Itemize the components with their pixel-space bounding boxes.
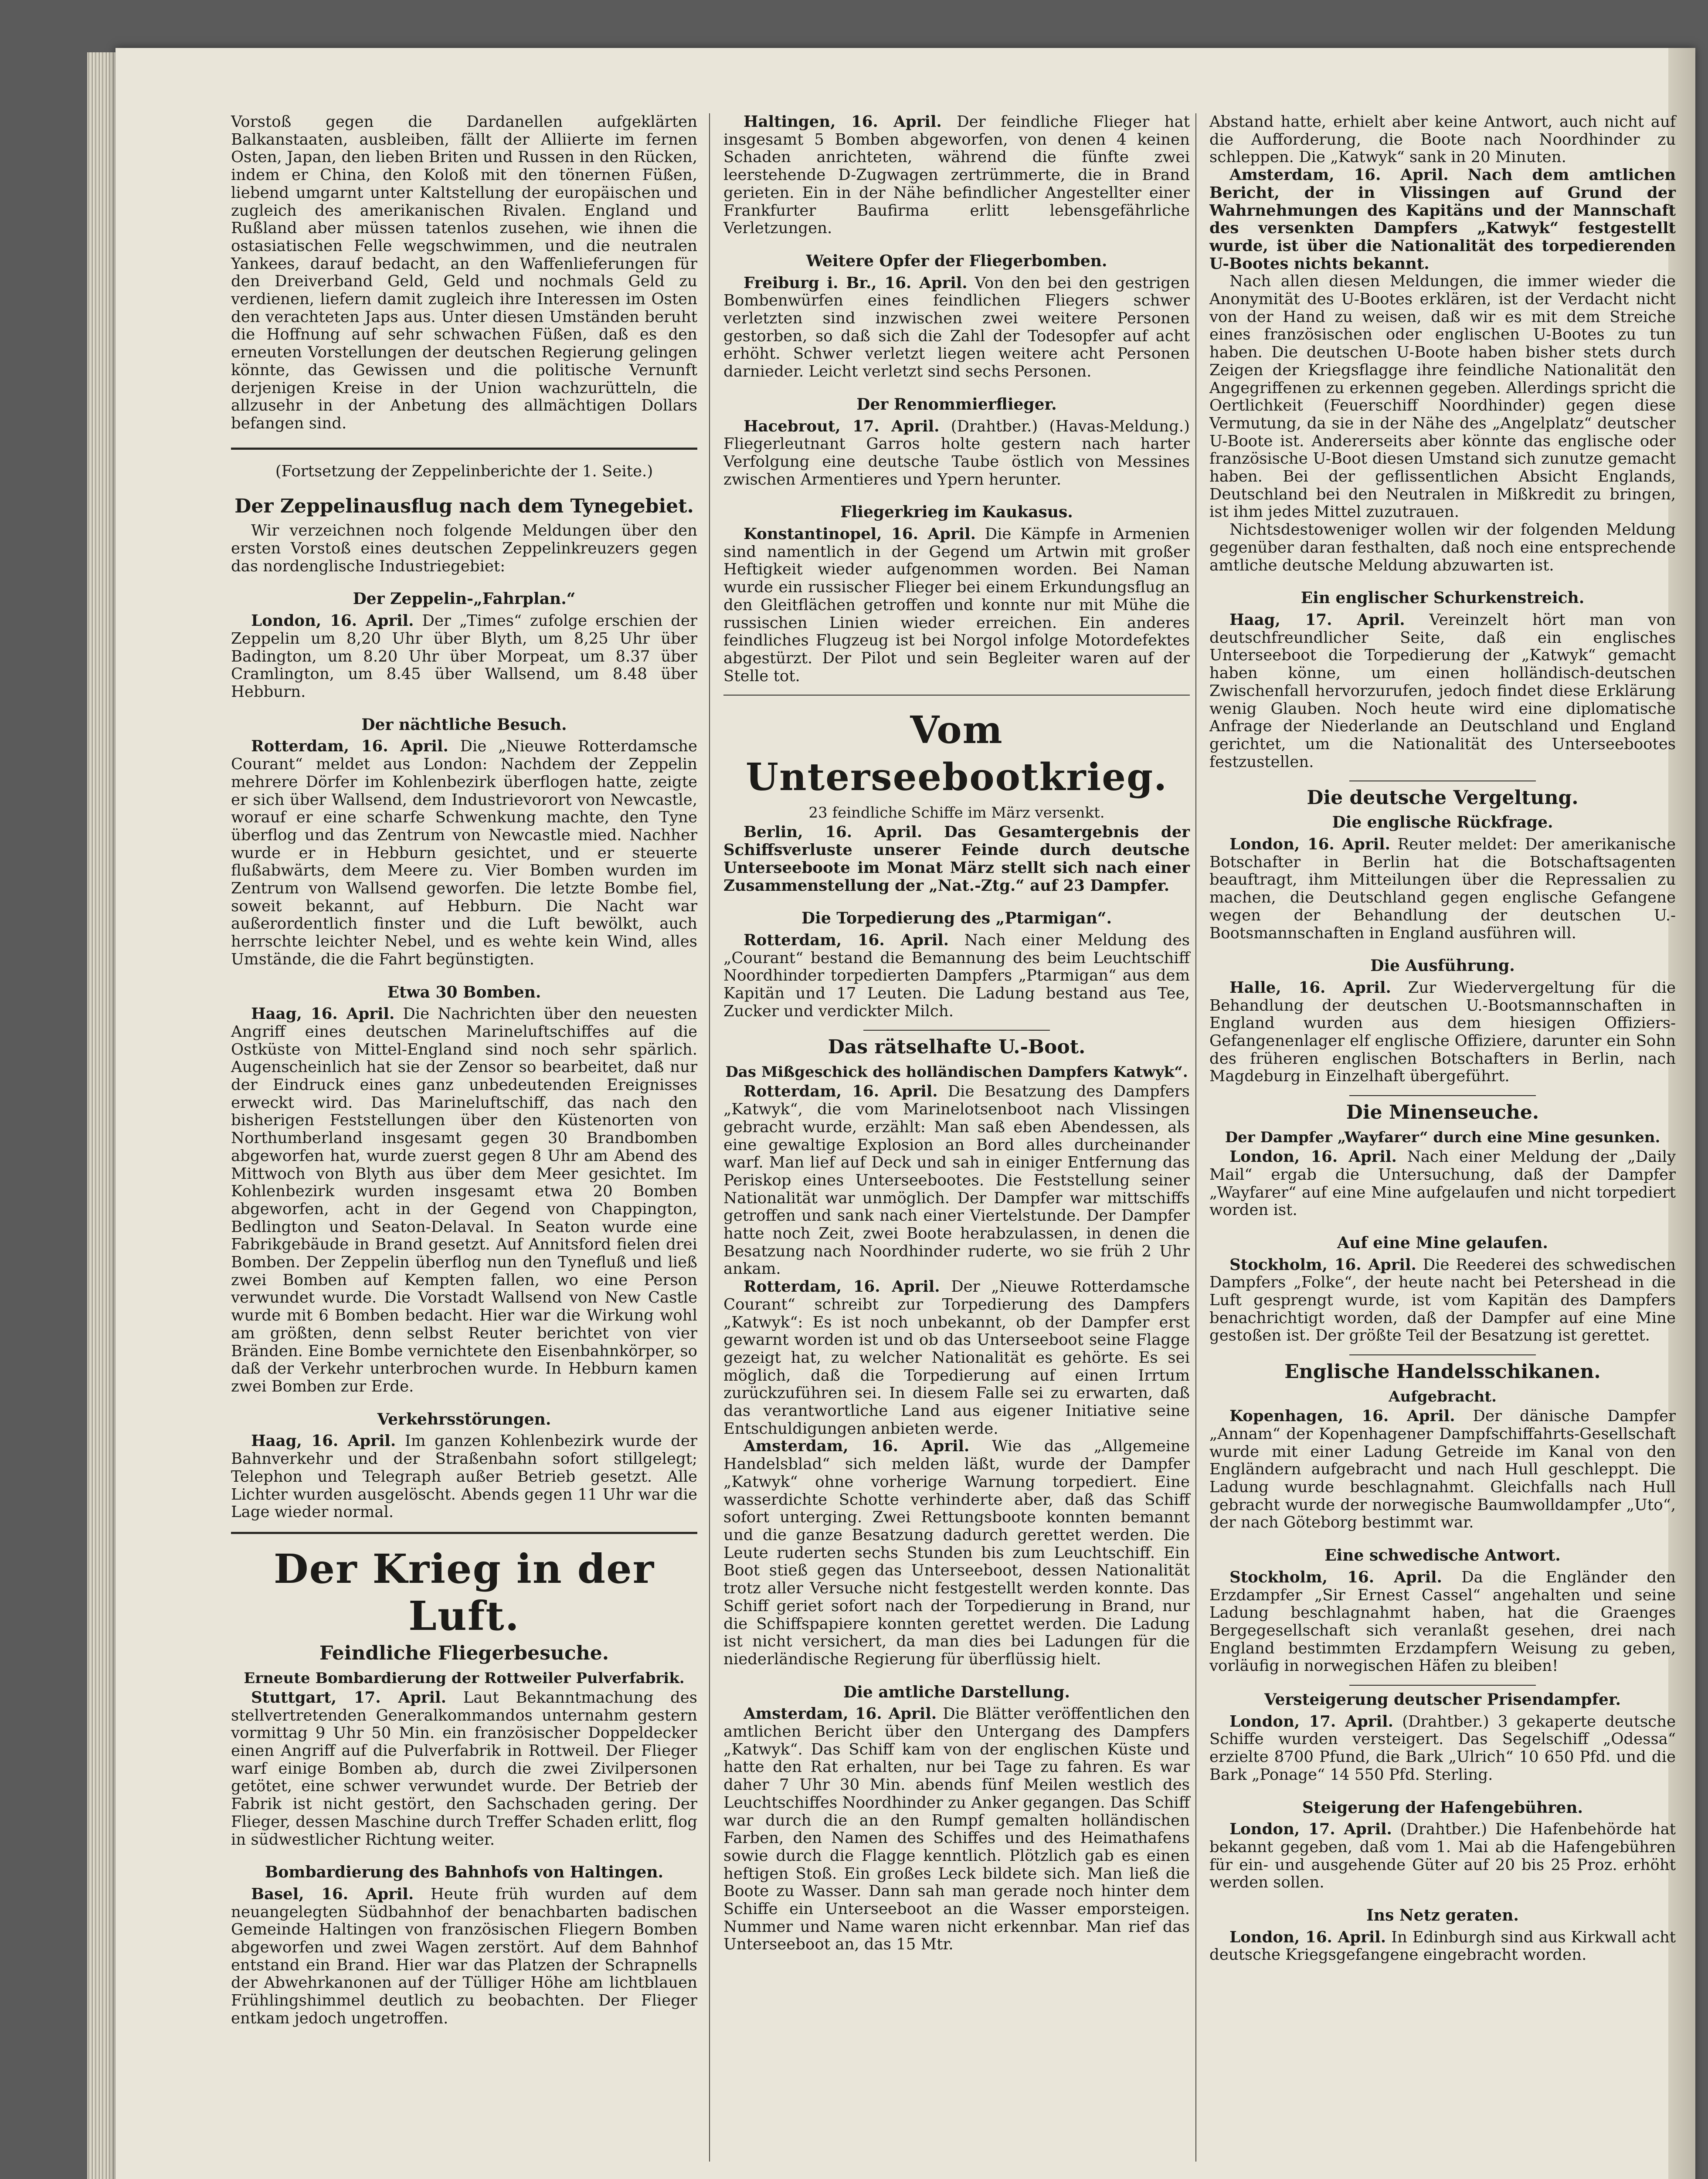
article-text: Das Gesamtergebnis der Schiffsverluste unserer Feinde durch deutsche Unterseeboote im Monat März stellt sich nach einer Zusammenstellung der „Nat.-Ztg.“ auf 23 Dampfer. (723, 823, 1190, 895)
subheading-opfer: Weitere Opfer der Fliegerbomben. (806, 251, 1107, 270)
dateline: Amsterdam, 16. April. (744, 1705, 937, 1723)
article-text: Der „Times“ zufolge erschien der Zeppelin um 8,20 Uhr über Blyth, um 8,25 Uhr über Badington, um 8.20 Uhr über Morpeat, um 8.37 über Cramlington, um 8.45 über Wallsend, um 8.48 über Hebburn. (231, 612, 697, 701)
article-paragraph (723, 1705, 1190, 1954)
article-text: Zur Wiedervergeltung für die Behandlung der deutschen U.-Bootsmannschaften in England wurden aus dem hiesigen Offiziers-Gefangenenlager elf englische Offiziere, darunter ein Sohn des früheren englischen Botschafters in Berlin, nach Magdeburg in Einzelhaft übergeführt. (1209, 978, 1676, 1086)
section-rule (231, 448, 697, 450)
article-text: (Drahtber.) 3 gekaperte deutsche Schiffe wurden versteigert. Das Segelschiff „Odessa“ erzielte 8700 Pfund, die Bark „Ulrich“ 10 650 Pfd. und die Bark „Ponage“ 14 550 Pfd. Sterling. (1209, 1712, 1676, 1784)
article-paragraph (1209, 1821, 1676, 1892)
headline-raetselhaft: Das rätselhafte U.-Boot. (828, 1036, 1086, 1059)
subheading-versteigerung: Versteigerung deutscher Prisendampfer. (1264, 1690, 1621, 1709)
column-divider (709, 113, 710, 2162)
section-rule (1349, 1095, 1536, 1096)
article-paragraph (1209, 1713, 1676, 1784)
dateline: Berlin, 16. April. (744, 823, 923, 842)
article-text: Nach einer Meldung der „Daily Mail“ ergab die Untersuchung, daß der Dampfer „Wayfarer“ auf eine Mine aufgelaufen und nicht torpediert worden ist. (1209, 1148, 1676, 1219)
headline-minenseuche: Die Minenseuche. (1346, 1101, 1539, 1124)
article-text: Von den bei den gestrigen Bombenwürfen eines feindlichen Fliegers schwer verletzten sind inzwischen zwei weitere Personen gestorben, so daß sich die Zahl der Todesopfer auf acht erhöht. Schwer verletzt liegen weitere acht Personen darnieder. Leicht verletzt sind sechs Personen. (723, 274, 1190, 381)
article-paragraph (723, 526, 1190, 685)
article-paragraph (723, 824, 1190, 895)
dateline: Amsterdam, 16. April. (744, 1437, 970, 1456)
article-text: Vereinzelt hört man von deutschfreundlicher Seite, daß ein englisches Unterseeboot die Torpedierung der „Katwyk“ gemacht haben könne, um einen holländisch-deutschen Zwischenfall hervorzurufen, jedoch findet diese Erklärung wenig Glauben. Noch heute wird eine diplomatische Anfrage der Niederlande an Deutschland und England gerichtet, um die Nationalität des Unterseebootes festzustellen. (1209, 611, 1676, 771)
dateline: Haag, 17. April. (1229, 611, 1405, 629)
article-paragraph (1209, 611, 1676, 771)
subheading-wayfarer: Der Dampfer „Wayfarer“ durch eine Mine gesunken. (1225, 1129, 1660, 1147)
subheading-aufgebracht: Aufgebracht. (1389, 1388, 1497, 1406)
subheading-kaukasus: Fliegerkrieg im Kaukasus. (840, 503, 1073, 522)
headline-vergeltung: Die deutsche Vergeltung. (1307, 787, 1579, 809)
subheading-netz: Ins Netz geraten. (1366, 1906, 1519, 1925)
article-paragraph (1209, 979, 1676, 1086)
article-paragraph (1209, 1569, 1676, 1675)
dateline: London, 16. April. (251, 612, 414, 630)
section-rule (863, 1030, 1050, 1031)
article-paragraph (723, 275, 1190, 381)
dateline: Halle, 16. April. (1229, 978, 1391, 997)
column-3 (1209, 113, 1676, 1964)
subheading-besuch: Der nächtliche Besuch. (361, 715, 567, 734)
subheading-katwyk: Das Mißgeschick des holländischen Dampfers Katwyk“. (725, 1063, 1188, 1081)
subheading-hafengebuehren: Steigerung der Hafengebühren. (1302, 1798, 1583, 1817)
dateline: Rotterdam, 16. April. (251, 737, 448, 756)
dateline: London, 17. April. (1229, 1712, 1393, 1731)
section-rule (1349, 1685, 1536, 1686)
headline-krieg-luft: Der Krieg in der Luft. (273, 1545, 655, 1639)
dateline: Freiburg i. Br., 16. April. (744, 274, 968, 292)
column-1 (231, 113, 697, 2028)
article-paragraph (1209, 166, 1676, 273)
article-text: Der „Nieuwe Rotterdamsche Courant“ schreibt zur Torpedierung des Dampfers „Katwyk“: Es ist noch unbekannt, ob der Dampfer erst gewarnt worden ist und ob das Unterseeboot seine Flagge gezeigt hat, zu welcher Nationalität es gehörte. Es sei möglich, daß die Torpedierung auf einen Irrtum zurückzuführen sei. In diesem Falle sei zu erwarten, daß das verantwortliche Land aus eigener Initiative seine Entschuldigungen anbieten werde. (723, 1278, 1190, 1438)
article-text: (Drahtber.) Die Hafenbehörde hat bekannt gegeben, daß vom 1. Mai ab die Hafengebühren für ein- und ausgehende Güter auf 20 bis 25 Proz. erhöht werden sollen. (1209, 1820, 1676, 1892)
continuation-note: (Fortsetzung der Zeppelinberichte der 1. Seite.) (275, 462, 653, 480)
dateline: London, 17. April. (1229, 1820, 1392, 1839)
subheading-fliegerbesuche: Feindliche Fliegerbesuche. (319, 1642, 609, 1664)
article-paragraph (723, 1278, 1190, 1438)
subheading-schurkenstreich: Ein englischer Schurkenstreich. (1301, 589, 1585, 608)
article-text: Die „Nieuwe Rotterdamsche Courant“ meldet aus London: Nachdem der Zeppelin mehrere Dörfer im Kohlenbezirk überflogen hatte, zeigte er sich über Wallsend, dem Industrievorort von Newcastle, worauf er eine scharfe Schwenkung machte, den Tyne überflog und das Zentrum von Newcastle mied. Nachher wurde er in Hebburn gesichtet, und er steuerte flußabwärts, dem Meere zu. Vier Bomben wurden im Zentrum von Wallsend geworfen. Die letzte Bombe fiel, soweit bekannt, auf Hebburn. Die Nacht war außerordentlich finster und die Luft bewölkt, auch herrschte leichter Nebel, und es wehte kein Wind, alles Umstände, die die Fahrt begünstigten. (231, 737, 697, 968)
subheading-bomben: Etwa 30 Bomben. (387, 983, 541, 1001)
article-paragraph: Nach allen diesen Meldungen, die immer wieder die Anonymität des U-Bootes erklären, ist der Verdacht nicht von der Hand zu weisen, daß wir es mit dem Streiche eines französischen oder englischen U-Bootes zu tun haben. Die deutschen U-Boote haben bisher stets durch Zeigen der Kriegsflagge ihre feindliche Nationalität den Angegriffenen zu erkennen gegeben. Allerdings spricht die Oertlichkeit (Feuerschiff Noordhinder) gegen diese Vermutung, da sie in der Nähe des „Angelplatz“ deutscher U-Boote ist. Andererseits aber könnte das englische oder französische U-Boot diesen Umstand sich zunutze gemacht haben. Bei der geflissentlichen Absicht Englands, Deutschland bei den Neutralen in Mißkredit zu bringen, ist ihm jedes Mittel zuzutrauen. (1209, 272, 1676, 521)
dateline: Basel, 16. April. (251, 1885, 414, 1903)
headline-tyne: Der Zeppelinausflug nach dem Tynegebiet. (234, 495, 694, 518)
article-text: Nach einer Meldung des „Courant“ bestand die Bemannung des beim Leuchtschiff Noordhinder torpedierten Dampfers „Ptarmigan“ aus dem Kapitän und 17 Leuten. Die Ladung bestand aus Tee, Zucker und verdickter Milch. (723, 931, 1190, 1020)
article-paragraph (231, 1432, 697, 1521)
subheading-versenkt: 23 feindliche Schiffe im März versenkt. (808, 804, 1105, 822)
newspaper-page (115, 48, 1695, 2179)
article-text: Die Besatzung des Dampfers „Katwyk“, die vom Marinelotsenboot nach Vlissingen gebracht wurde, erzählt: Man saß eben Abendessen, als eine gewaltige Explosion an Bord alles durcheinander warf. Man lief auf Deck und sah in einiger Entfernung das Periskop eines Unterseebootes. Die Feststellung seiner Nationalität war unmöglich. Der Dampfer war mittschiffs getroffen und sank nach einer Viertelstunde. Der Dampfer hatte noch Zeit, zwei Boote herabzulassen, in denen die Besatzung nach Noordhinder ruderte, wo sie früh 2 Uhr ankam. (723, 1083, 1190, 1278)
article-paragraph: Nichtsdestoweniger wollen wir der folgenden Meldung gegenüber daran festhalten, daß noch eine entsprechende amtliche deutsche Meldung abzuwarten ist. (1209, 521, 1676, 574)
article-paragraph (1209, 1929, 1676, 1964)
dateline: Hacebrout, 17. April. (744, 417, 940, 435)
article-text: Wie das „Allgemeine Handelsblad“ sich melden läßt, wurde der Dampfer „Katwyk“ ohne vorherige Warnung torpediert. Eine wasserdichte Schotte verhinderte aber, daß das Schiff sofort unterging. Zwei Rettungsboote konnten bemannt und die ganze Besatzung dadurch gerettet werden. Die Leute ruderten sechs Stunden bis zum Leuchtschiff. Ein Boot stieß gegen das Unterseeboot, dessen Nationalität trotz aller Versuche nicht festgestellt werden konnte. Das Schiff geriet sofort nach der Torpedierung in Brand, nur die Schiffspapiere konnten gerettet werden. Die Ladung ist nicht versichert, da man dies bei Ladungen für die niederländische Regierung für überflüssig hielt. (723, 1437, 1190, 1668)
dateline: Haltingen, 16. April. (744, 113, 942, 131)
dateline: Konstantinopel, 16. April. (744, 525, 976, 543)
article-text: In Edinburgh sind aus Kirkwall acht deutsche Kriegsgefangene eingebracht worden. (1209, 1928, 1676, 1964)
headline-unterseebootkrieg: Vom Unterseebootkrieg. (745, 708, 1168, 800)
dateline: Stuttgart, 17. April. (251, 1688, 446, 1707)
article-paragraph (723, 418, 1190, 489)
article-paragraph (723, 1438, 1190, 1668)
subheading-fahrplan: Der Zeppelin-„Fahrplan.“ (353, 590, 576, 608)
article-text: Der dänische Dampfer „Annam“ der Kopenhagener Dampfschiffahrts-Gesellschaft wurde mit einer Ladung Getreide im Kanal von den Engländern aufgebracht und nach Hull geschleppt. Die Ladung wurde beschlagnahmt. Gleichfalls nach Hull gebracht wurde der norwegische Baumwolldampfer „Uto“, der nach Göteborg bestimmt war. (1209, 1407, 1676, 1532)
subheading-ptarmigan: Die Torpedierung des „Ptarmigan“. (801, 909, 1112, 928)
article-paragraph (1209, 1256, 1676, 1345)
subheading-antwort: Eine schwedische Antwort. (1324, 1546, 1561, 1565)
dateline: Stockholm, 16. April. (1229, 1256, 1416, 1274)
subheading-rueckfrage: Die englische Rückfrage. (1332, 813, 1553, 832)
book-page-edges (87, 52, 118, 2179)
article-paragraph (231, 1689, 697, 1849)
section-rule (231, 1532, 697, 1534)
article-paragraph (1209, 1408, 1676, 1532)
dateline: Haag, 16. April. (251, 1005, 395, 1023)
article-text: Im ganzen Kohlenbezirk wurde der Bahnverkehr und der Straßenbahn sofort stillgelegt; Telephon und Telegraph außer Betrieb gesetzt. Alle Lichter wurden ausgelöscht. Abends gegen 11 Uhr war die Lage wieder normal. (231, 1432, 697, 1521)
article-paragraph: Wir verzeichnen noch folgende Meldungen über den ersten Vorstoß eines deutschen Zeppelinkreuzers gegen das nordenglische Industriegebiet: (231, 522, 697, 575)
dateline: Rotterdam, 16. April. (744, 1278, 940, 1296)
dateline: Haag, 16. April. (251, 1432, 396, 1450)
subheading-renommier: Der Renommierflieger. (856, 395, 1057, 414)
article-text: Die Nachrichten über den neuesten Angriff eines deutschen Marineluftschiffes auf die Ostküste von Mittel-England sind noch sehr spärlich. Augenscheinlich hat sie der Zensor so bearbeitet, daß nur der Eindruck eines ganz unbedeutenden Ereignisses erweckt wird. Das Marineluftschiff, das nach den bisherigen Feststellungen über den Küstenorten von Northumberland insgesamt gegen 30 Brandbomben abgeworfen hat, wurde zuerst gegen 8 Uhr am Abend des Mittwoch von Blyth aus über dem Meer gesichtet. Im Kohlenbezirk wurden insgesamt etwa 20 Bomben abgeworfen, acht in der Gegend von Chappington, Bedlington und Seaton-Delaval. In Seaton wurde eine Fabrikgebäude in Brand gesetzt. Auf Annitsford fielen drei Bomben. Der Zeppelin überflog nun den Tynefluß und ließ zwei Bomben auf Kempten fallen, wo eine Person verwundet wurde. Die Vorstadt Wallsend von New Castle wurde mit 6 Bomben bedacht. Hier war die Wirkung wohl am größten, denn selbst Reuter berichtet von vier Bränden. Eine Bombe vernichtete den Eisenbahnkörper, so daß der Verkehr unterbrochen wurde. In Hebburn kamen zwei Bomben zur Erde. (231, 1005, 697, 1395)
article-paragraph (231, 1005, 697, 1395)
subheading-rottweil: Erneute Bombardierung der Rottweiler Pulverfabrik. (244, 1669, 685, 1687)
article-paragraph: Abstand hatte, erhielt aber keine Antwort, auch nicht auf die Aufforderung, die Boote nach Noordhinder zu schleppen. Die „Katwyk“ sank in 20 Minuten. (1209, 113, 1676, 166)
dateline: London, 16. April. (1229, 1928, 1386, 1946)
dateline: Kopenhagen, 16. April. (1229, 1407, 1455, 1426)
article-text: Der feindliche Flieger hat insgesamt 5 Bomben abgeworfen, von denen 4 keinen Schaden anrichteten, während die fünfte zwei leerstehende D-Zugwagen zertrümmerte, die in Brand gerieten. Ein in der Nähe befindlicher Angestellter einer Frankfurter Baufirma erlitt lebensgefährliche Verletzungen. (723, 113, 1190, 238)
column-2 (723, 113, 1190, 1954)
article-paragraph (231, 612, 697, 701)
dateline: Amsterdam, 16. April. (1229, 166, 1449, 184)
dateline: London, 16. April. (1229, 835, 1390, 854)
headline-handelsschikanen: Englische Handelsschikanen. (1284, 1361, 1601, 1383)
article-text: Heute früh wurden auf dem neuangelegten Südbahnhof der benachbarten badischen Gemeinde Haltingen von französischen Fliegern Bomben abgeworfen und zwei Wagen zerstört. Auf dem Bahnhof entstand ein Brand. Hier war das Platzen der Schrapnells der Abwehrkanonen auf der Tülliger Höhe am lichtblauen Frühlingshimmel deutlich zu beobachten. Der Flieger entkam jedoch ungetroffen. (231, 1885, 697, 2027)
article-paragraph (723, 932, 1190, 1021)
column-divider (1195, 113, 1196, 2162)
dateline: Rotterdam, 16. April. (744, 1083, 938, 1101)
article-text: Die Kämpfe in Armenien sind namentlich in der Gegend um Artwin mit großer Heftigkeit wieder aufgenommen worden. Bei Naman wurde ein russischer Flieger bei einem Erkundungsflug an den Gleitflächen getroffen und konnte nur mit Mühe die russischen Linien wieder erreichen. Ein anderes feindliches Flugzeug ist bei Norgol infolge Motordefektes abgestürzt. Der Pilot und sein Begleiter waren auf der Stelle tot. (723, 525, 1190, 685)
subheading-verkehr: Verkehrsstörungen. (377, 1410, 551, 1429)
article-paragraph (231, 1886, 697, 2028)
dateline: London, 16. April. (1229, 1148, 1397, 1166)
section-rule (723, 695, 1190, 696)
article-paragraph (723, 113, 1190, 238)
dateline: Stockholm, 16. April. (1229, 1568, 1442, 1586)
article-paragraph: Vorstoß gegen die Dardanellen aufgeklärten Balkanstaaten, ausbleiben, fällt der Alliierte im fernen Osten, Japan, den lieben Briten und Russen in den Rücken, indem er China, den Koloß mit den tönernen Füßen, liebend umgarnt unter Kaltstellung der europäischen und zugleich des amerikanischen Rivalen. England und Rußland aber müssen tatenlos zusehen, wie ihnen die ostasiatischen Felle wegschwimmen, und die neutralen Yankees, darauf bedacht, an den Waffenlieferungen für den Dreiverband Geld, Geld und nochmals Geld zu verdienen, liefern damit zugleich ihre Interessen im Osten den verachteten Japs aus. Unter diesen Umständen beruht die Hoffnung auf sehr schwachen Füßen, daß es den erneuten Vorstellungen der deutschen Regierung gelingen könnte, das Gewissen und die politische Vernunft derjenigen Kreise in der Union wachzurütteln, die allzusehr in der Anbetung des allmächtigen Dollars befangen sind. (231, 113, 697, 432)
article-text: Da die Engländer den Erzdampfer „Sir Ernest Cassel“ angehalten und seine Ladung beschlagnahmt haben, hat die Graenges Bergegesellschaft sich veranlaßt gesehen, drei nach England bestimmten Erzdampfern Weisung zu geben, vorläufig in norwegischen Häfen zu bleiben! (1209, 1568, 1676, 1675)
article-paragraph (723, 1083, 1190, 1278)
article-paragraph (1209, 1148, 1676, 1219)
article-text: Nach dem amtlichen Bericht, der in Vlissingen auf Grund der Wahrnehmungen des Kapitäns und der Mannschaft des versenkten Dampfers „Katwyk“ festgestellt wurde, ist über die Nationalität des torpedierenden U-Bootes nichts bekannt. (1209, 166, 1676, 273)
article-text: Die Reederei des schwedischen Dampfers „Folke“, der heute nacht bei Petershead in die Luft gesprengt wurde, ist vom Kapitän des Dampfers benachrichtigt worden, daß der Dampfer auf eine Mine gestoßen ist. Der größte Teil der Besatzung ist gerettet. (1209, 1256, 1676, 1345)
article-paragraph (1209, 836, 1676, 942)
dateline: Rotterdam, 16. April. (744, 931, 949, 949)
article-text: Laut Bekanntmachung des stellvertretenden Generalkommandos unternahm gestern vormittag 9 Uhr 50 Min. ein französischer Doppeldecker einen Angriff auf die Pulverfabrik in Rottweil. Der Flieger warf einige Bomben ab, durch die zwei Zivilpersonen getötet, eine schwer verwundet wurde. Der Betrieb der Fabrik ist nicht gestört, den Sachschaden gering. Der Flieger, dessen Maschine durch Treffer Schaden erlitt, flog in südwestlicher Richtung weiter. (231, 1688, 698, 1849)
article-text: (Drahtber.) (Havas-Meldung.) Fliegerleutnant Garros holte gestern nach harter Verfolgung eine deutsche Taube östlich von Messines zwischen Armentieres und Ypern herunter. (723, 417, 1190, 489)
article-text: Reuter meldet: Der amerikanische Botschafter in Berlin hat die Botschaftsagenten beauftragt, ihm Mitteilungen über die Repressalien zu machen, die Deutschland gegen englische Gefangene wegen der Behandlung der deutschen U.-Bootsmannschaften in England ausführen will. (1209, 835, 1676, 942)
subheading-mine: Auf eine Mine gelaufen. (1337, 1233, 1548, 1252)
subheading-amtlich: Die amtliche Darstellung. (843, 1683, 1070, 1701)
article-paragraph (231, 738, 697, 968)
section-rule (1349, 1354, 1536, 1355)
subheading-ausfuehrung: Die Ausführung. (1370, 957, 1515, 975)
article-text: Die Blätter veröffentlichen den amtlichen Bericht über den Untergang des Dampfers „Katwyk“. Das Schiff kam von der englischen Küste und hatte den Rat erhalten, nur bei Tage zu fahren. Es war daher 7 Uhr 30 Min. abends fünf Meilen westlich des Leuchtschiffes Noordhinder zu Anker gegangen. Das Schiff war durch die an den Rumpf gemalten holländischen Farben, den Namen des Schiffes und des Heimathafens sowie durch die Flagge kenntlich. Plötzlich gab es einen heftigen Stoß. Ein großes Leck bildete sich. Man ließ die Boote zu Wasser. Dann sah man gerade noch hinter dem Schiffe ein Unterseeboot an die Wasser emporsteigen. Nummer und Name waren nicht erkennbar. Man rief das Unterseeboot an, das 15 Mtr. (723, 1705, 1190, 1954)
subheading-haltingen: Bombardierung des Bahnhofs von Haltingen. (265, 1863, 664, 1882)
